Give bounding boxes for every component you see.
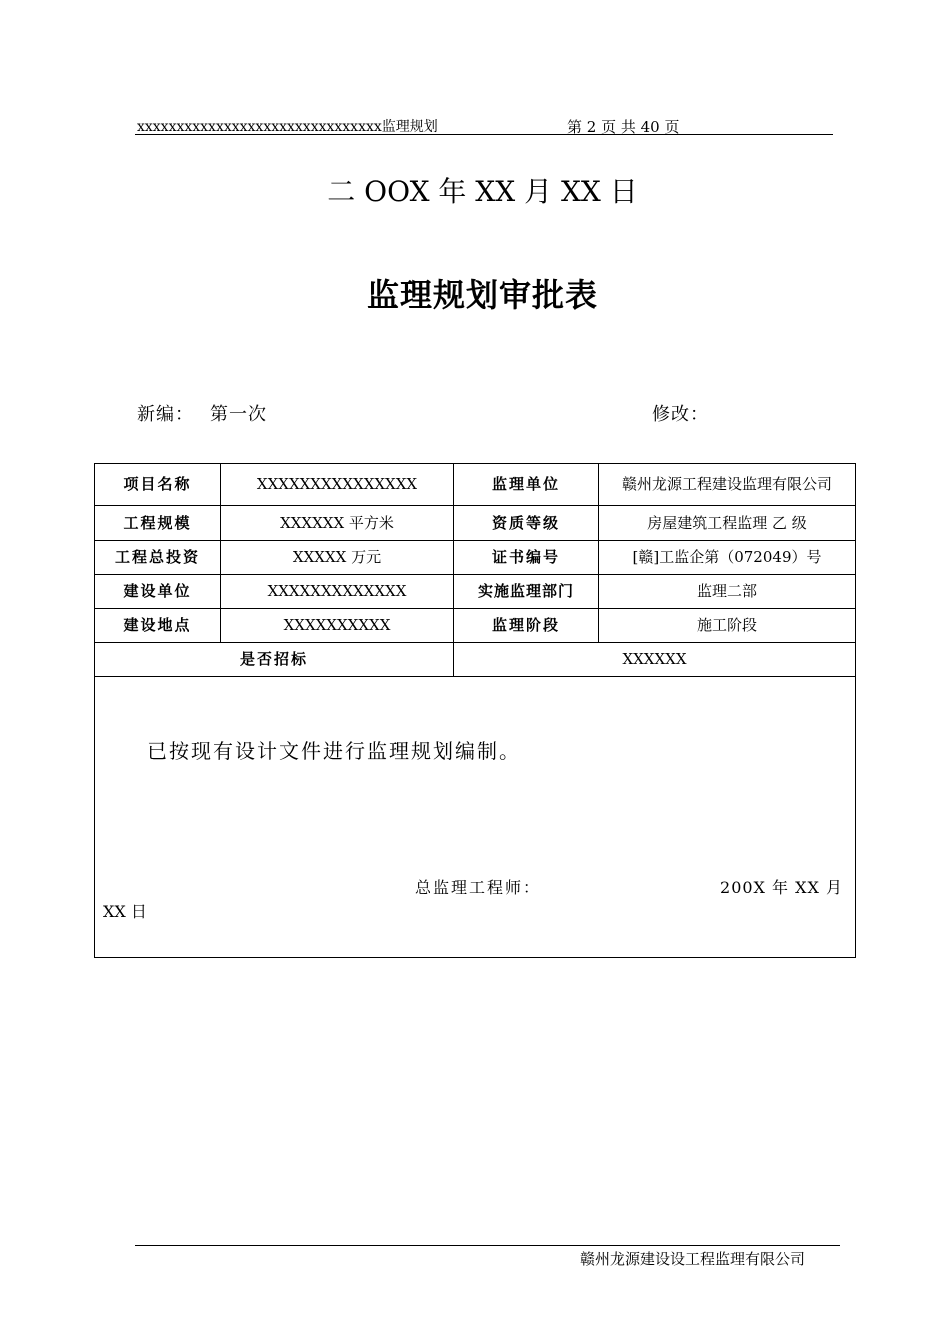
row-label: 建设单位 bbox=[95, 575, 221, 609]
row-value: 房屋建筑工程监理 乙 级 bbox=[599, 506, 856, 541]
table-row-bid bbox=[95, 643, 856, 677]
row-label: 工程总投资 bbox=[95, 541, 221, 575]
table-row-approval bbox=[95, 677, 856, 958]
sign-date: 200X 年 XX 月 bbox=[720, 878, 843, 897]
row-value: XXXXX 万元 bbox=[221, 541, 454, 575]
header-rule bbox=[135, 134, 833, 135]
bid-label: 是否招标 bbox=[95, 643, 454, 677]
table-row bbox=[95, 464, 856, 506]
header-page-info: 第 2 页 共 40 页 bbox=[567, 118, 680, 136]
page-title: 监理规划审批表 bbox=[366, 276, 598, 314]
date-title: 二 OOX 年 XX 月 XX 日 bbox=[327, 175, 638, 208]
row-value: XXXXXXXXXX bbox=[221, 609, 454, 643]
table-row bbox=[95, 609, 856, 643]
row-value: XXXXXXXXXXXXXXX bbox=[221, 464, 454, 506]
row-label: 建设地点 bbox=[95, 609, 221, 643]
table-row bbox=[95, 541, 856, 575]
new-edition-value: 第一次 bbox=[210, 404, 267, 425]
new-edition-label: 新编： bbox=[137, 404, 194, 425]
table-row bbox=[95, 506, 856, 541]
footer-rule bbox=[135, 1245, 840, 1246]
table-row bbox=[95, 575, 856, 609]
row-label: 监理单位 bbox=[454, 464, 599, 506]
row-label: 监理阶段 bbox=[454, 609, 599, 643]
row-label: 资质等级 bbox=[454, 506, 599, 541]
bid-value: XXXXXX bbox=[454, 643, 856, 677]
row-label: 证书编号 bbox=[454, 541, 599, 575]
row-value: XXXXXX 平方米 bbox=[221, 506, 454, 541]
approval-statement: 已按现有设计文件进行监理规划编制。 bbox=[147, 739, 521, 763]
header-doc-title: xxxxxxxxxxxxxxxxxxxxxxxxxxxxxxx监理规划 bbox=[137, 119, 438, 135]
sign-day: XX 日 bbox=[103, 902, 147, 921]
footer-company: 赣州龙源建设设工程监理有限公司 bbox=[580, 1250, 806, 1268]
revision-label: 修改： bbox=[652, 404, 709, 425]
row-value: 赣州龙源工程建设监理有限公司 bbox=[599, 464, 856, 506]
row-value: XXXXXXXXXXXXX bbox=[221, 575, 454, 609]
approval-table bbox=[94, 463, 856, 958]
approval-body bbox=[95, 677, 856, 958]
row-label: 工程规模 bbox=[95, 506, 221, 541]
row-value: 施工阶段 bbox=[599, 609, 856, 643]
chief-engineer-label: 总监理工程师： bbox=[415, 878, 542, 897]
row-value: [赣]工监企第（072049）号 bbox=[599, 541, 856, 575]
row-label: 项目名称 bbox=[95, 464, 221, 506]
row-label: 实施监理部门 bbox=[454, 575, 599, 609]
row-value: 监理二部 bbox=[599, 575, 856, 609]
